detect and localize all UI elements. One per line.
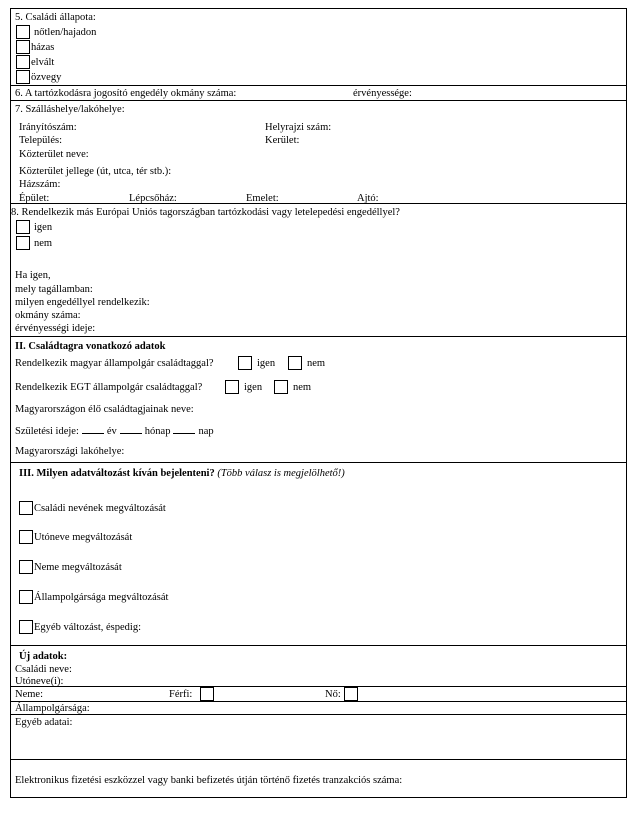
section-title: 5. Családi állapota: <box>15 12 96 23</box>
section-title: 8. Rendelkezik más Európai Uniós tagországban tartózkodási vagy letelepedési engedéllyel? <box>11 207 400 218</box>
row-other-data <box>11 715 626 760</box>
eea-family-question: Rendelkezik EGT állampolgár családtaggal? <box>15 382 203 393</box>
month-blank[interactable] <box>120 424 142 434</box>
checkbox-single[interactable] <box>16 25 30 39</box>
section-permit <box>11 86 626 101</box>
month-label: hónap <box>144 426 171 437</box>
option-label: Családi nevének megváltozását <box>34 503 166 514</box>
option-label: Egyéb változást, éspedig: <box>34 622 142 633</box>
family-members-name-label: Magyarországon élő családtagjainak neve: <box>15 404 194 415</box>
lot-number-label: Helyrajzi szám: <box>265 122 332 133</box>
hungarian-family-question: Rendelkezik magyar állampolgár családtaggal? <box>15 358 214 369</box>
given-names-label: Utóneve(i): <box>15 676 64 687</box>
section-family-member <box>11 337 626 463</box>
checkbox-family-name-change[interactable] <box>19 501 33 515</box>
family-name-label: Családi neve: <box>15 664 72 675</box>
birth-date-label: Születési ideje: <box>15 426 79 437</box>
option-label: elvált <box>31 57 55 68</box>
option-label: Neme megváltozását <box>34 562 122 573</box>
city-label: Település: <box>19 135 62 146</box>
day-label: nap <box>198 426 214 437</box>
section-title: II. Családtagra vonatkozó adatok <box>15 341 166 352</box>
section-address <box>11 101 626 204</box>
other-data-label: Egyéb adatai: <box>15 717 73 728</box>
checkbox-eu-permit-no[interactable] <box>16 236 30 250</box>
if-yes-label: Ha igen, <box>15 270 51 281</box>
checkbox-sex-change[interactable] <box>19 560 33 574</box>
checkbox-widowed[interactable] <box>16 70 30 84</box>
floor-label: Emelet: <box>246 193 279 204</box>
member-state-label: mely tagállamban: <box>15 284 93 295</box>
checkbox-male[interactable] <box>200 687 214 701</box>
checkbox-female[interactable] <box>344 687 358 701</box>
form <box>10 8 627 798</box>
checkbox-citizenship-change[interactable] <box>19 590 33 604</box>
district-label: Kerület: <box>265 135 300 146</box>
checkbox-other-change[interactable] <box>19 620 33 634</box>
option-label: Utóneve megváltozását <box>34 532 133 543</box>
citizenship-label: Állampolgársága: <box>15 703 90 714</box>
checkbox-married[interactable] <box>16 40 30 54</box>
house-number-label: Házszám: <box>19 179 61 190</box>
day-blank[interactable] <box>173 424 195 434</box>
birth-date-row <box>15 424 214 438</box>
door-label: Ajtó: <box>357 193 379 204</box>
section-data-change <box>11 463 626 646</box>
building-label: Épület: <box>19 193 50 204</box>
checkbox-hungarian-family-yes[interactable] <box>238 356 252 370</box>
year-label: év <box>106 426 117 437</box>
section-title: Új adatok: <box>19 651 68 662</box>
option-label: nem <box>293 382 312 393</box>
transaction-number-label: Elektronikus fizetési eszközzel vagy banki befizetés útján történő fizetés tranzakciós száma: <box>15 775 403 786</box>
street-name-label: Közterület neve: <box>19 149 89 160</box>
hungarian-address-label: Magyarországi lakóhelye: <box>15 446 125 457</box>
option-label: nem <box>307 358 326 369</box>
permit-number-label: 6. A tartózkodásra jogosító engedély okmány száma: <box>15 88 237 99</box>
sex-label: Neme: <box>15 689 43 700</box>
checkbox-divorced[interactable] <box>16 55 30 69</box>
male-label: Férfi: <box>169 689 193 700</box>
option-label: igen <box>244 382 263 393</box>
section-title: 7. Szálláshelye/lakóhelye: <box>15 104 125 115</box>
permit-type-label: milyen engedéllyel rendelkezik: <box>15 297 150 308</box>
option-label: igen <box>34 222 53 233</box>
option-label: Állampolgársága megváltozását <box>34 592 169 603</box>
year-blank[interactable] <box>82 424 104 434</box>
option-label: nem <box>34 238 53 249</box>
section-marital-status <box>11 9 626 86</box>
option-label: házas <box>31 42 55 53</box>
section-title: III. Milyen adatváltozást kíván bejelenteni? <box>19 468 215 479</box>
validity-period-label: érvényességi ideje: <box>15 323 96 334</box>
permit-validity-label: érvényessége: <box>353 88 412 99</box>
checkbox-eu-permit-yes[interactable] <box>16 220 30 234</box>
checkbox-eea-family-yes[interactable] <box>225 380 239 394</box>
section-payment <box>11 760 626 798</box>
section-new-data <box>11 646 626 687</box>
document-number-label: okmány száma: <box>15 310 81 321</box>
section-title-row <box>19 467 345 480</box>
zip-label: Irányítószám: <box>19 122 77 133</box>
street-type-label: Közterület jellege (út, utca, tér stb.): <box>19 166 172 177</box>
row-sex <box>11 687 626 702</box>
checkbox-eea-family-no[interactable] <box>274 380 288 394</box>
checkbox-given-name-change[interactable] <box>19 530 33 544</box>
row-citizenship <box>11 702 626 715</box>
option-label: özvegy <box>31 72 62 83</box>
staircase-label: Lépcsőház: <box>129 193 177 204</box>
checkbox-hungarian-family-no[interactable] <box>288 356 302 370</box>
option-label: igen <box>257 358 276 369</box>
female-label: Nő: <box>325 689 341 700</box>
section-hint: (Több válasz is megjelölhető!) <box>217 468 345 479</box>
section-eu-permit <box>11 204 626 337</box>
option-label: nőtlen/hajadon <box>34 27 97 38</box>
